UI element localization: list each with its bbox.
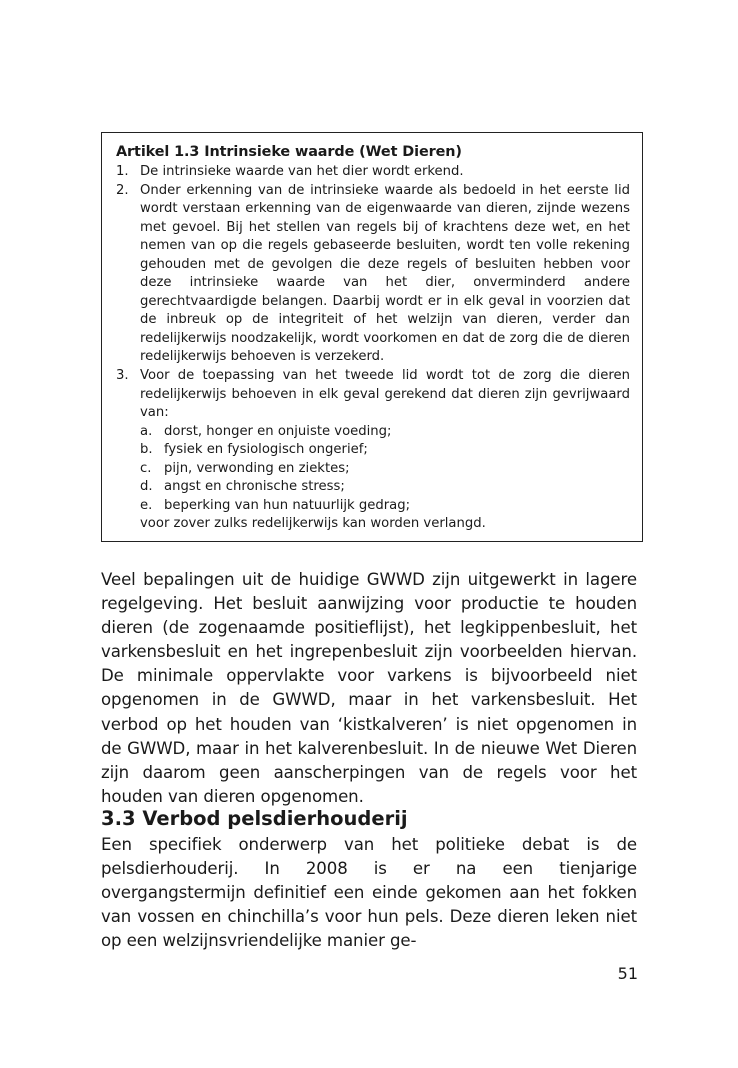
section-heading: 3.3 Verbod pelsdierhouderij [101,807,408,830]
sub-list-letter: a. [140,423,153,439]
sub-list-item [140,441,630,460]
sub-list-text: fysiek en fysiologisch ongerief; [164,442,368,458]
list-text: Voor de toepassing van het tweede lid wordt tot de zorg die dieren redelijkerwijs behoeven in elk geval gerekend dat dieren zijn gevrijwaard van: [140,368,630,421]
sub-list-item [140,478,630,497]
page-number: 51 [617,964,638,983]
sub-list-text: angst en chronische stress; [164,479,345,495]
sub-list-letter: c. [140,460,152,476]
sub-list-letter: e. [140,497,153,513]
list-item [116,367,630,423]
list-item [116,163,630,182]
list-item [116,182,630,367]
article-closing: voor zover zulks redelijkerwijs kan worden verlangd. [140,516,486,532]
sub-list-letter: b. [140,442,153,458]
sub-list-item [140,497,630,516]
sub-list-item [140,460,630,479]
sub-list-letter: d. [140,479,153,495]
sub-list-item [140,423,630,442]
list-text: De intrinsieke waarde van het dier wordt erkend. [140,164,464,179]
sub-list-text: beperking van hun natuurlijk gedrag; [164,497,411,513]
article-title: Artikel 1.3 Intrinsieke waarde (Wet Dieren) [116,144,462,160]
list-number: 2. [116,182,129,198]
list-text: Onder erkenning van de intrinsieke waarde als bedoeld in het eerste lid wordt verstaan erkenning van de eigenwaarde van dieren, zijnde wezens met gevoel. Bij het stellen van regels bij of krachtens deze wet, en het nemen van op die regels gebaseerde besluiten, wordt ten volle rekening gehouden met de gevolgen die deze regels of besluiten hebben voor deze intrinsieke waarde van het dier, onverminderd andere gerechtvaardigde belangen. Daarbij wordt er in elk geval in voorzien dat de inbreuk op de integriteit of het welzijn van dieren, verder dan redelijkerwijs noodzakelijk, wordt voorkomen en dat de zorg die de dieren redelijkerwijs behoeven is verzekerd. [140,182,630,365]
sub-list-text: dorst, honger en onjuiste voeding; [164,423,392,439]
list-number: 3. [116,368,129,384]
article-body [116,163,630,534]
sub-list-text: pijn, verwonding en ziektes; [164,460,350,476]
list-number: 1. [116,164,129,179]
body-paragraph-1: Veel bepalingen uit de huidige GWWD zijn uitgewerkt in lagere regelgeving. Het besluit aanwijzing voor productie te houden dieren (de zogenaamde positieflijst), het legkippenbesluit, het varkensbesluit en het ingrepenbesluit zijn voorbeelden hiervan. De minimale oppervlakte voor varkens is bijvoorbeeld niet opgenomen in de GWWD, maar in het varkensbesluit. Het verbod op het houden van ‘kistkalveren’ is niet opgenomen in de GWWD, maar in het kalverenbesluit. In de nieuwe Wet Dieren zijn daarom geen aanscherpingen van de regels voor het houden van dieren opgenomen. [101,570,637,806]
article-box [101,132,643,542]
body-paragraph-2: Een specifiek onderwerp van het politieke debat is de pelsdierhouderij. In 2008 is er na een tienjarige overgangstermijn definitief een einde gekomen aan het fokken van vossen en chinchilla’s voor hun pels. Deze dieren leken niet op een welzijnsvriendelijke manier ge- [101,835,637,951]
